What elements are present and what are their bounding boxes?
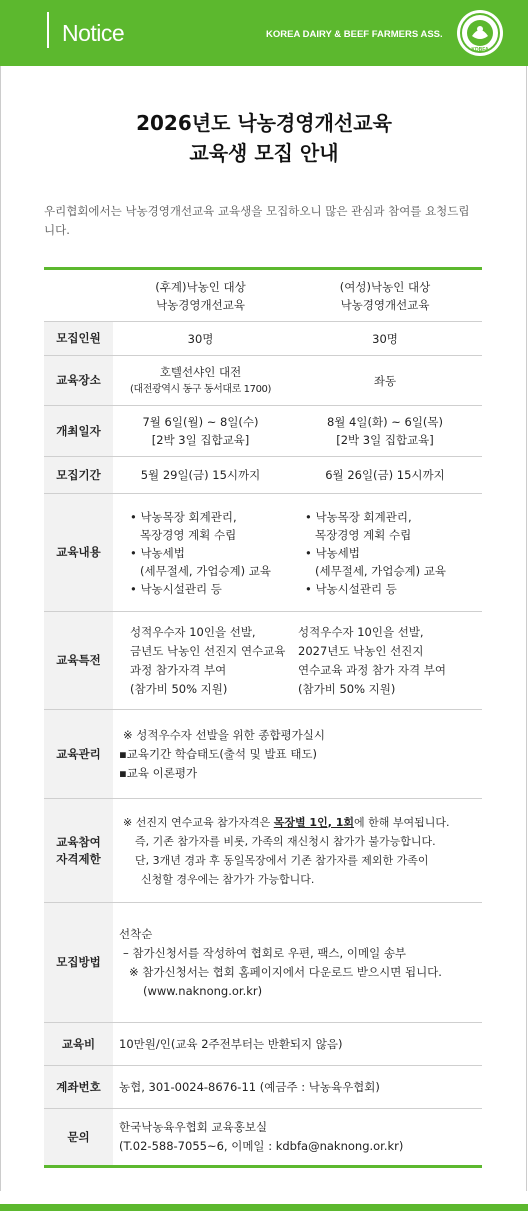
logo-text: KDBFA bbox=[471, 47, 489, 53]
col2-header-line1: (여성)낙농인 대상 bbox=[339, 279, 431, 294]
row-label-dates: 개최일자 bbox=[44, 406, 113, 457]
dates-col2 bbox=[288, 406, 482, 457]
list-item: • 낙농시설관리 등 bbox=[305, 581, 397, 596]
restriction-content bbox=[113, 799, 482, 903]
table-row bbox=[44, 457, 482, 494]
row-label-restriction bbox=[44, 799, 113, 903]
restriction-line: 단, 3개년 경과 후 동일목장에서 기존 참가자를 제외한 가족이 bbox=[135, 853, 429, 867]
recruit-count-col1: 30명 bbox=[113, 322, 288, 356]
header-divider bbox=[47, 12, 49, 48]
association-logo-icon bbox=[456, 9, 504, 57]
row-label-recruit-count: 모집인원 bbox=[44, 322, 113, 356]
notice-title: Notice bbox=[62, 20, 125, 46]
page-title bbox=[0, 108, 528, 168]
list-item: • 낙농세법 bbox=[305, 545, 360, 560]
table-row bbox=[44, 1023, 482, 1066]
method-line: (www.naknong.or.kr) bbox=[143, 983, 263, 998]
row-label-venue: 교육장소 bbox=[44, 356, 113, 406]
table-row bbox=[44, 356, 482, 406]
venue-col2: 좌동 bbox=[288, 356, 482, 406]
list-item: (세무절세, 가업승계) 교육 bbox=[140, 563, 272, 578]
benefit-col1-line: (참가비 50% 지원) bbox=[130, 681, 228, 696]
list-item: (세무절세, 가업승계) 교육 bbox=[315, 563, 447, 578]
management-content bbox=[113, 710, 482, 799]
row-label-method: 모집방법 bbox=[44, 903, 113, 1023]
right-border bbox=[526, 66, 527, 1191]
content-col2 bbox=[288, 494, 482, 612]
row-label-benefit: 교육특전 bbox=[44, 612, 113, 710]
recruit-count-col2: 30명 bbox=[288, 322, 482, 356]
table-header-row bbox=[44, 269, 482, 322]
col1-header-line1: (후계)낙농인 대상 bbox=[155, 279, 246, 294]
col2-header-line2: 낙농경영개선교육 bbox=[340, 297, 430, 312]
method-line: 선착순 bbox=[119, 926, 153, 941]
row-label-contact: 문의 bbox=[44, 1109, 113, 1167]
period-col2: 6월 26일(금) 15시까지 bbox=[288, 457, 482, 494]
header-banner bbox=[0, 0, 528, 66]
management-line: ※ 성적우수자 선발을 위한 종합평가실시 bbox=[123, 727, 325, 742]
association-name: KOREA DAIRY & BEEF FARMERS ASS. bbox=[266, 29, 443, 40]
benefit-col2-line: 2027년도 낙농인 선진지 bbox=[298, 643, 424, 658]
method-content bbox=[113, 903, 482, 1023]
dates-col1-line1: 7월 6일(월) ~ 8일(수) bbox=[142, 415, 259, 429]
header-blank-cell bbox=[44, 269, 113, 322]
benefit-col1 bbox=[113, 612, 288, 710]
contact-line: (T.02-588-7055~6, 이메일 : kdbfa@naknong.or.kr) bbox=[119, 1139, 404, 1153]
title-line-1: 2026년도 낙농경영개선교육 bbox=[136, 111, 392, 135]
venue-col1 bbox=[113, 356, 288, 406]
list-item: • 낙농시설관리 등 bbox=[130, 581, 222, 596]
restriction-label-line1: 교육참여 bbox=[56, 834, 101, 849]
restriction-label-line2: 자격제한 bbox=[56, 851, 101, 866]
intro-text: 우리협회에서는 낙농경영개선교육 교육생을 모집하오니 많은 관심과 참여를 요청드립니다. bbox=[44, 204, 470, 237]
table-row bbox=[44, 322, 482, 356]
list-item: • 낙농세법 bbox=[130, 545, 185, 560]
row-label-period: 모집기간 bbox=[44, 457, 113, 494]
contact-content bbox=[113, 1109, 482, 1167]
table-row bbox=[44, 406, 482, 457]
restriction-line: 신청할 경우에는 참가가 가능합니다. bbox=[141, 872, 315, 886]
table-row bbox=[44, 1066, 482, 1109]
list-item: • 낙농목장 회계관리, bbox=[130, 509, 237, 524]
management-line: ▪교육 이론평가 bbox=[119, 765, 198, 780]
account-content: 농협, 301-0024-8676-11 (예금주 : 낙농육우협회) bbox=[113, 1066, 482, 1109]
footer-bar bbox=[0, 1204, 528, 1211]
venue-col1-line2: (대전광역시 동구 동서대로 1700) bbox=[129, 383, 272, 395]
benefit-col1-line: 금년도 낙농인 선진지 연수교육 bbox=[130, 643, 286, 658]
method-line: ※ 참가신청서는 협회 홈페이지에서 다운로드 받으시면 됩니다. bbox=[129, 964, 442, 979]
row-label-fee: 교육비 bbox=[44, 1023, 113, 1066]
benefit-col2-line: 성적우수자 10인을 선발, bbox=[298, 624, 424, 639]
benefit-col2-line: (참가비 50% 지원) bbox=[298, 681, 396, 696]
fee-content: 10만원/인(교육 2주전부터는 반환되지 않음) bbox=[113, 1023, 482, 1066]
table-row bbox=[44, 799, 482, 903]
list-item: • 낙농목장 회계관리, bbox=[305, 509, 412, 524]
left-border bbox=[0, 66, 1, 1191]
dates-col1-line2: [2박 3일 집합교육] bbox=[151, 433, 250, 447]
benefit-col1-line: 과정 참가자격 부여 bbox=[130, 662, 227, 677]
benefit-col2 bbox=[288, 612, 482, 710]
list-item: 목장경영 계획 수립 bbox=[315, 527, 412, 542]
col2-header bbox=[288, 269, 482, 322]
venue-col1-line1: 호텔선샤인 대전 bbox=[159, 364, 242, 379]
dates-col1 bbox=[113, 406, 288, 457]
col1-header-line2: 낙농경영개선교육 bbox=[156, 297, 245, 312]
content-col1 bbox=[113, 494, 288, 612]
benefit-col2-line: 연수교육 과정 참가 자격 부여 bbox=[298, 662, 446, 677]
method-line: – 참가신청서를 작성하여 협회로 우편, 팩스, 이메일 송부 bbox=[123, 945, 407, 960]
col1-header bbox=[113, 269, 288, 322]
restriction-emphasis: 목장별 1인, 1회 bbox=[273, 815, 354, 829]
restriction-line: 즉, 기존 참가자를 비롯, 가족의 재신청시 참가가 불가능합니다. bbox=[135, 834, 436, 848]
row-label-management: 교육관리 bbox=[44, 710, 113, 799]
list-item: 목장경영 계획 수립 bbox=[140, 527, 237, 542]
dates-col2-line2: [2박 3일 집합교육] bbox=[336, 433, 434, 447]
contact-line: 한국낙농육우협회 교육홍보실 bbox=[119, 1120, 268, 1134]
benefit-col1-line: 성적우수자 10인을 선발, bbox=[130, 624, 256, 639]
dates-col2-line1: 8월 4일(화) ~ 6일(목) bbox=[326, 415, 444, 429]
period-col1: 5월 29일(금) 15시까지 bbox=[113, 457, 288, 494]
row-label-content: 교육내용 bbox=[44, 494, 113, 612]
restriction-line: ※ 선진지 연수교육 참가자격은 목장별 1인, 1회에 한해 부여됩니다. bbox=[123, 815, 450, 829]
table-row bbox=[44, 710, 482, 799]
table-row bbox=[44, 494, 482, 612]
table-row bbox=[44, 1109, 482, 1167]
info-table bbox=[44, 267, 482, 1168]
management-line: ▪교육기간 학습태도(출석 및 발표 태도) bbox=[119, 746, 318, 761]
table-row bbox=[44, 612, 482, 710]
table-row bbox=[44, 903, 482, 1023]
row-label-account: 계좌번호 bbox=[44, 1066, 113, 1109]
title-line-2: 교육생 모집 안내 bbox=[189, 141, 339, 165]
